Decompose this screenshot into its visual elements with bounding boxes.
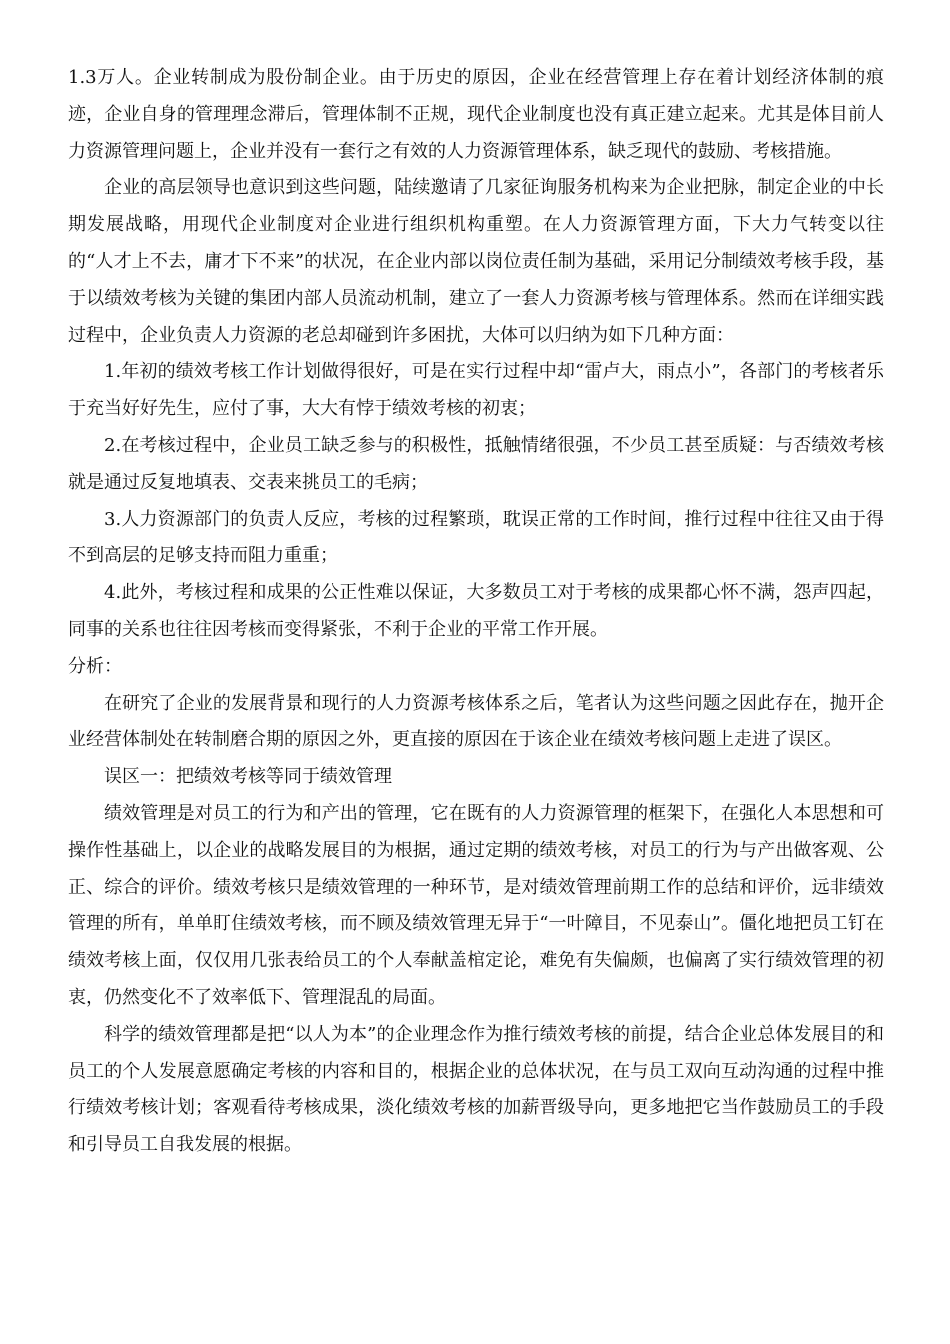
paragraph-intro: 1.3万人。企业转制成为股份制企业。由于历史的原因，企业在经营管理上存在着计划经济体制的痕迹，企业自身的管理理念滞后，管理体制不正规，现代企业制度也没有真正建立起来。尤其是体目前人力资源管理问题上，企业并没有一套行之有效的人力资源管理体系，缺乏现代的鼓励、考核措施。 xyxy=(68,67,884,162)
list-item-3: 3.人力资源部门的负责人反应，考核的过程繁琐，耽误正常的工作时间，推行过程中往往又由于得不到高层的足够支持而阻力重重； xyxy=(68,508,884,567)
paragraph-leadership: 企业的高层领导也意识到这些问题，陆续邀请了几家征询服务机构来为企业把脉，制定企业的中长期发展战略，用现代企业制度对企业进行组织机构重塑。在人力资源管理方面，下大力气转变以往的“人才上不去，庸才下不来”的状况，在企业内部以岗位责任制为基础，采用记分制绩效考核手段，基于以绩效考核为关键的集团内部人员流动机制，建立了一套人力资源考核与管理体系。然而在详细实践过程中，企业负责人力资源的老总却碰到许多困扰，大体可以归纳为如下几种方面： xyxy=(68,177,884,346)
list-item-1: 1.年初的绩效考核工作计划做得很好，可是在实行过程中却“雷卢大，雨点小”，各部门的考核者乐于充当好好先生，应付了事，大大有悖于绩效考核的初衷； xyxy=(68,361,884,420)
paragraph-analysis: 在研究了企业的发展背景和现行的人力资源考核体系之后，笔者认为这些问题之因此存在，抛开企业经营体制处在转制磨合期的原因之外，更直接的原因在于该企业在绩效考核问题上走进了误区。 xyxy=(68,692,884,751)
document-body xyxy=(68,60,884,1164)
list-item-4: 4.此外，考核过程和成果的公正性难以保证，大多数员工对于考核的成果都心怀不满，怨声四起，同事的关系也往往因考核而变得紧张，不利于企业的平常工作开展。 xyxy=(68,582,884,640)
list-item-2: 2.在考核过程中，企业员工缺乏参与的积极性，抵触情绪很强，不少员工甚至质疑：与否绩效考核就是通过反复地填表、交表来挑员工的毛病； xyxy=(68,434,884,493)
section-heading-analysis: 分析： xyxy=(68,655,122,677)
subheading-misconception-1: 误区一：把绩效考核等同于绩效管理 xyxy=(104,766,392,788)
paragraph-performance-management: 绩效管理是对员工的行为和产出的管理，它在既有的人力资源管理的框架下，在强化人本思想和可操作性基础上，以企业的战略发展目的为根据，通过定期的绩效考核，对员工的行为与产出做客观、公正、综合的评价。绩效考核只是绩效管理的一种环节，是对绩效管理前期工作的总结和评价，远非绩效管理的所有，单单盯住绩效考核，而不顾及绩效管理无异于“一叶障目，不见泰山”。僵化地把员工钉在绩效考核上面，仅仅用几张表给员工的个人奉献盖棺定论，难免有失偏颇，也偏离了实行绩效管理的初衷，仍然变化不了效率低下、管理混乱的局面。 xyxy=(68,802,884,1008)
paragraph-scientific-management: 科学的绩效管理都是把“以人为本”的企业理念作为推行绩效考核的前提，结合企业总体发展目的和员工的个人发展意愿确定考核的内容和目的，根据企业的总体状况，在与员工双向互动沟通的过程中推行绩效考核计划；客观看待考核成果，淡化绩效考核的加薪晋级导向，更多地把它当作鼓励员工的手段和引导员工自我发展的根据。 xyxy=(68,1023,884,1156)
